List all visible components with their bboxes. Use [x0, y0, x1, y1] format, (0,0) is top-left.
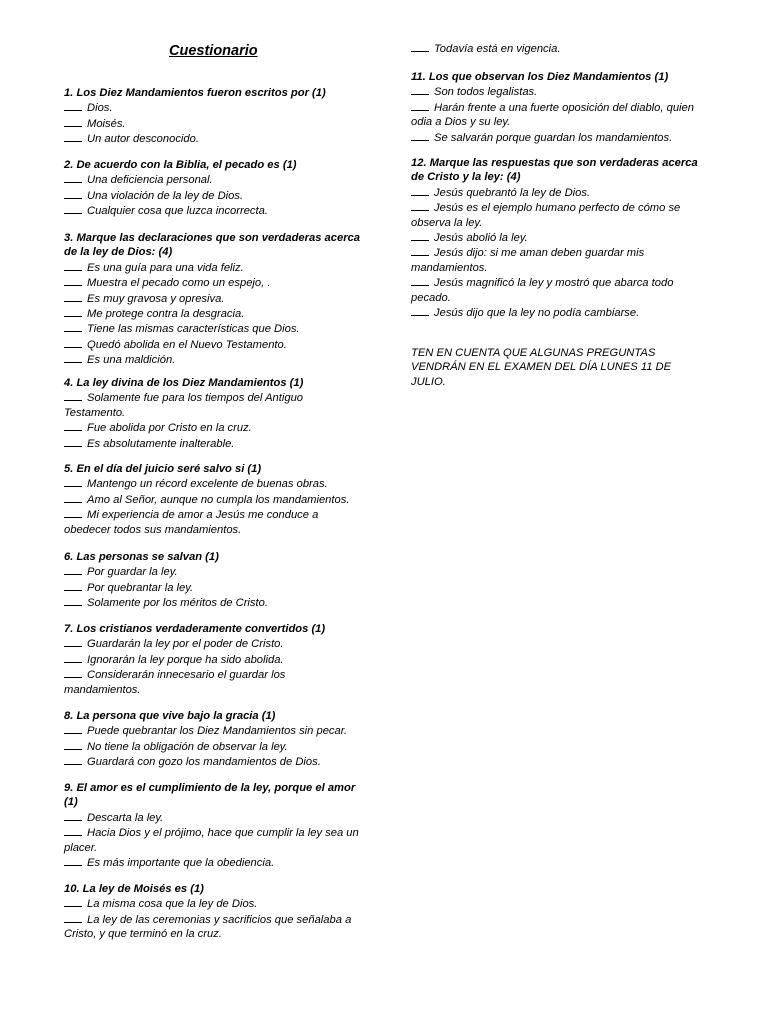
page-title: Cuestionario: [169, 43, 258, 59]
option-item: Considerarán innecesario el guardar los mandamientos.: [64, 669, 286, 696]
answer-blank[interactable]: [64, 352, 82, 363]
answer-blank[interactable]: [64, 912, 82, 923]
option-item: Dios.: [64, 100, 364, 115]
question-title: 1. Los Diez Mandamientos fueron escritos por (1): [64, 87, 326, 99]
option-item: Jesús es el ejemplo humano perfecto de cómo se observa la ley.: [411, 202, 681, 229]
option-item: Se salvarán porque guardan los mandamientos.: [411, 130, 711, 145]
question-10-continued: [411, 41, 711, 56]
option-item: Es una maldición.: [64, 352, 364, 367]
option-item: Jesús dijo que la ley no podía cambiarse.: [411, 305, 711, 320]
answer-blank[interactable]: [64, 306, 82, 317]
answer-blank[interactable]: [64, 636, 82, 647]
question-7: [64, 622, 364, 697]
question-12: [411, 156, 711, 320]
option-item: Solamente por los méritos de Cristo.: [64, 595, 364, 610]
answer-blank[interactable]: [411, 185, 429, 196]
answer-blank[interactable]: [411, 230, 429, 241]
option-item: Descarta la ley.: [64, 810, 364, 825]
answer-blank[interactable]: [411, 305, 429, 316]
option-item: Es más importante que la obediencia.: [64, 855, 364, 870]
answer-blank[interactable]: [411, 84, 429, 95]
answer-blank[interactable]: [411, 130, 429, 141]
answer-blank[interactable]: [64, 810, 82, 821]
option-item: Es una guía para una vida feliz.: [64, 260, 364, 275]
question-5: [64, 462, 364, 537]
option-item: Amo al Señor, aunque no cumpla los mandamientos.: [64, 492, 364, 507]
option-item: La ley de las ceremonias y sacrificios que señalaba a Cristo, y que terminó en la cruz.: [64, 913, 352, 941]
question-3: [64, 231, 364, 368]
answer-blank[interactable]: [411, 275, 429, 286]
answer-blank[interactable]: [64, 100, 82, 111]
answer-blank[interactable]: [64, 337, 82, 348]
question-title: 10. La ley de Moisés es (1): [64, 883, 204, 895]
option-item: No tiene la obligación de observar la ley.: [64, 739, 364, 754]
option-item: Una violación de la ley de Dios.: [64, 188, 364, 203]
question-title: 9. El amor es el cumplimiento de la ley, porque el amor (1): [64, 782, 356, 809]
option-item: Es absolutamente inalterable.: [64, 436, 364, 451]
answer-blank[interactable]: [64, 321, 82, 332]
question-8: [64, 709, 364, 770]
option-item: Un autor desconocido.: [64, 131, 364, 146]
answer-blank[interactable]: [64, 667, 82, 678]
answer-blank[interactable]: [64, 131, 82, 142]
option-item: Es muy gravosa y opresiva.: [64, 291, 364, 306]
answer-blank[interactable]: [64, 260, 82, 271]
answer-blank[interactable]: [64, 507, 82, 518]
option-item: Son todos legalistas.: [411, 84, 711, 99]
option-item: Guardarán la ley por el poder de Cristo.: [64, 636, 364, 651]
option-item: La misma cosa que la ley de Dios.: [64, 896, 364, 911]
answer-blank[interactable]: [64, 436, 82, 447]
question-4: [64, 376, 364, 451]
answer-blank[interactable]: [64, 188, 82, 199]
option-item: Tiene las mismas características que Dios.: [64, 321, 364, 336]
option-item: Guardará con gozo los mandamientos de Dios.: [64, 754, 364, 769]
option-item: Puede quebrantar los Diez Mandamientos sin pecar.: [64, 723, 364, 738]
answer-blank[interactable]: [411, 245, 429, 256]
option-item: Jesús quebrantó la ley de Dios.: [411, 185, 711, 200]
option-item: Quedó abolida en el Nuevo Testamento.: [64, 337, 364, 352]
question-title: 4. La ley divina de los Diez Mandamientos (1): [64, 377, 304, 389]
answer-blank[interactable]: [64, 580, 82, 591]
answer-blank[interactable]: [64, 420, 82, 431]
option-item: Jesús abolió la ley.: [411, 230, 711, 245]
answer-blank[interactable]: [411, 100, 429, 111]
question-2: [64, 158, 364, 219]
option-item: Solamente fue para los tiempos del Antiguo Testamento.: [64, 392, 304, 419]
answer-blank[interactable]: [64, 275, 82, 286]
option-item: Por quebrantar la ley.: [64, 580, 364, 595]
answer-blank[interactable]: [64, 116, 82, 127]
answer-blank[interactable]: [64, 291, 82, 302]
answer-blank[interactable]: [64, 390, 82, 401]
option-item: Una deficiencia personal.: [64, 172, 364, 187]
option-item: Me protege contra la desgracia.: [64, 306, 364, 321]
exam-notice: TEN EN CUENTA QUE ALGUNAS PREGUNTAS VENDRÁN EN EL EXAMEN DEL DÍA LUNES 11 DE JULIO.: [411, 347, 672, 388]
option-item: Por guardar la ley.: [64, 564, 364, 579]
answer-blank[interactable]: [411, 41, 429, 52]
question-10: [64, 882, 364, 942]
question-11: [411, 70, 711, 145]
option-item: Muestra el pecado como un espejo, .: [64, 275, 364, 290]
answer-blank[interactable]: [411, 200, 429, 211]
option-item: Moisés.: [64, 116, 364, 131]
question-title: 8. La persona que vive bajo la gracia (1): [64, 710, 276, 722]
question-title: 3. Marque las declaraciones que son verdaderas acerca de la ley de Dios: (4): [64, 232, 360, 259]
option-item: Fue abolida por Cristo en la cruz.: [64, 420, 364, 435]
question-title: 6. Las personas se salvan (1): [64, 551, 219, 563]
answer-blank[interactable]: [64, 723, 82, 734]
option-item: Mantengo un récord excelente de buenas obras.: [64, 476, 364, 491]
question-title: 11. Los que observan los Diez Mandamientos (1): [411, 71, 669, 83]
option-item: Hacia Dios y el prójimo, hace que cumplir la ley sea un placer.: [64, 827, 359, 854]
option-item: Todavía está en vigencia.: [411, 41, 711, 56]
question-title: 12. Marque las respuestas que son verdaderas acerca de Cristo y la ley: (4): [411, 157, 698, 184]
option-item: Jesús magnificó la ley y mostró que abarca todo pecado.: [411, 277, 674, 304]
answer-blank[interactable]: [64, 564, 82, 575]
answer-blank[interactable]: [64, 739, 82, 750]
answer-blank[interactable]: [64, 825, 82, 836]
answer-blank[interactable]: [64, 172, 82, 183]
answer-blank[interactable]: [64, 203, 82, 214]
answer-blank[interactable]: [64, 652, 82, 663]
question-title: 5. En el día del juicio seré salvo si (1): [64, 463, 262, 475]
answer-blank[interactable]: [64, 896, 82, 907]
question-title: 2. De acuerdo con la Biblia, el pecado es (1): [64, 159, 297, 171]
question-title: 7. Los cristianos verdaderamente convertidos (1): [64, 623, 326, 635]
option-item: Jesús dijo: si me aman deben guardar mis mandamientos.: [411, 247, 645, 274]
answer-blank[interactable]: [64, 754, 82, 765]
option-item: Ignorarán la ley porque ha sido abolida.: [64, 652, 364, 667]
answer-blank[interactable]: [64, 855, 82, 866]
option-item: Cualquier cosa que luzca incorrecta.: [64, 203, 364, 218]
question-1: [64, 86, 364, 147]
answer-blank[interactable]: [64, 595, 82, 606]
answer-blank[interactable]: [64, 476, 82, 487]
option-item: Harán frente a una fuerte oposición del diablo, quien odia a Dios y su ley.: [411, 101, 694, 129]
option-item: Mi experiencia de amor a Jesús me conduce a obedecer todos sus mandamientos.: [64, 509, 319, 536]
answer-blank[interactable]: [64, 492, 82, 503]
question-6: [64, 550, 364, 611]
question-9: [64, 781, 364, 870]
